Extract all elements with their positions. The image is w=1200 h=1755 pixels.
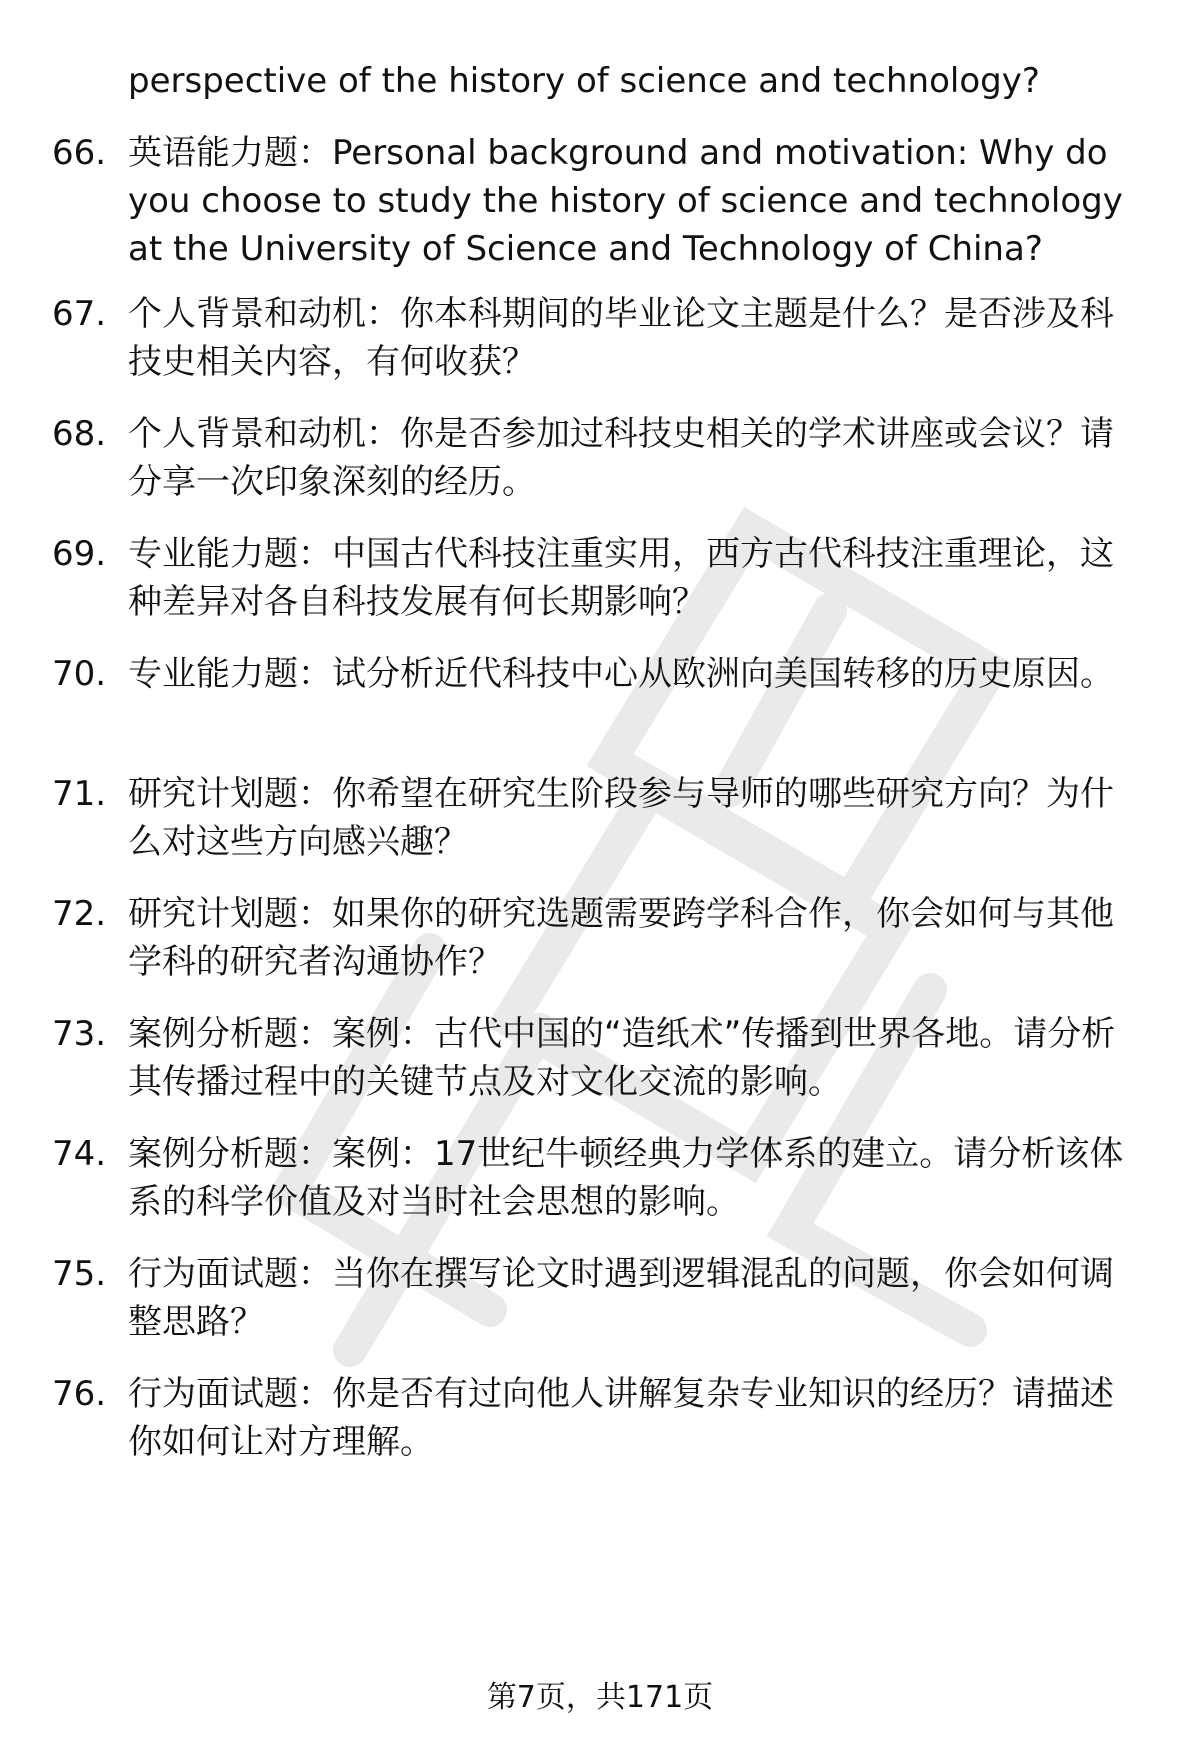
question-text: 专业能力题：中国古代科技注重实用，西方古代科技注重理论，这种差异对各自科技发展有何长期影响？ [128,534,1114,622]
question-text: 英语能力题：Personal background and motivation: Why do you choose to study the history of science and technology at the University of Science and Technology of China? [128,133,1123,269]
question-item-69 [52,530,1142,626]
question-number: 68. [52,414,107,454]
question-item-70 [52,650,1142,698]
question-text: 个人背景和动机：你本科期间的毕业论文主题是什么？是否涉及科技史相关内容，有何收获？ [128,294,1114,382]
question-number: 66. [52,133,107,173]
question-text: 案例分析题：案例：17世纪牛顿经典力学体系的建立。请分析该体系的科学价值及对当时社会思想的影响。 [128,1134,1124,1222]
question-item-73 [52,1010,1142,1106]
question-item-76 [52,1370,1142,1466]
question-number: 74. [52,1134,107,1174]
question-text: 个人背景和动机：你是否参加过科技史相关的学术讲座或会议？请分享一次印象深刻的经历。 [128,414,1114,502]
question-number: 76. [52,1374,107,1414]
question-number: 73. [52,1014,107,1054]
question-text: 行为面试题：你是否有过向他人讲解复杂专业知识的经历？请描述你如何让对方理解。 [128,1374,1114,1462]
question-number: 70. [52,654,107,694]
question-number: 69. [52,534,107,574]
question-number: 75. [52,1254,107,1294]
question-item-72 [52,890,1142,986]
question-text: 专业能力题：试分析近代科技中心从欧洲向美国转移的历史原因。 [128,654,1114,694]
question-text: 研究计划题：如果你的研究选题需要跨学科合作，你会如何与其他学科的研究者沟通协作？ [128,894,1114,982]
question-text: 研究计划题：你希望在研究生阶段参与导师的哪些研究方向？为什么对这些方向感兴趣？ [128,774,1114,862]
question-item-68 [52,410,1142,506]
question-item-67 [52,290,1142,386]
question-item-75 [52,1250,1142,1346]
question-number: 72. [52,894,107,934]
question-number: 71. [52,774,107,814]
question-text: 行为面试题：当你在撰写论文时遇到逻辑混乱的问题，你会如何调整思路？ [128,1254,1114,1342]
question-item-71 [52,770,1142,866]
continuation-line: perspective of the history of science and technology? [128,61,1040,101]
question-number: 67. [52,294,107,334]
question-item-66 [52,129,1142,273]
question-text: 案例分析题：案例：古代中国的“造纸术”传播到世界各地。请分析其传播过程中的关键节点及对文化交流的影响。 [128,1014,1116,1102]
question-item-74 [52,1130,1142,1226]
page-footer: 第7页，共171页 [486,1680,714,1715]
